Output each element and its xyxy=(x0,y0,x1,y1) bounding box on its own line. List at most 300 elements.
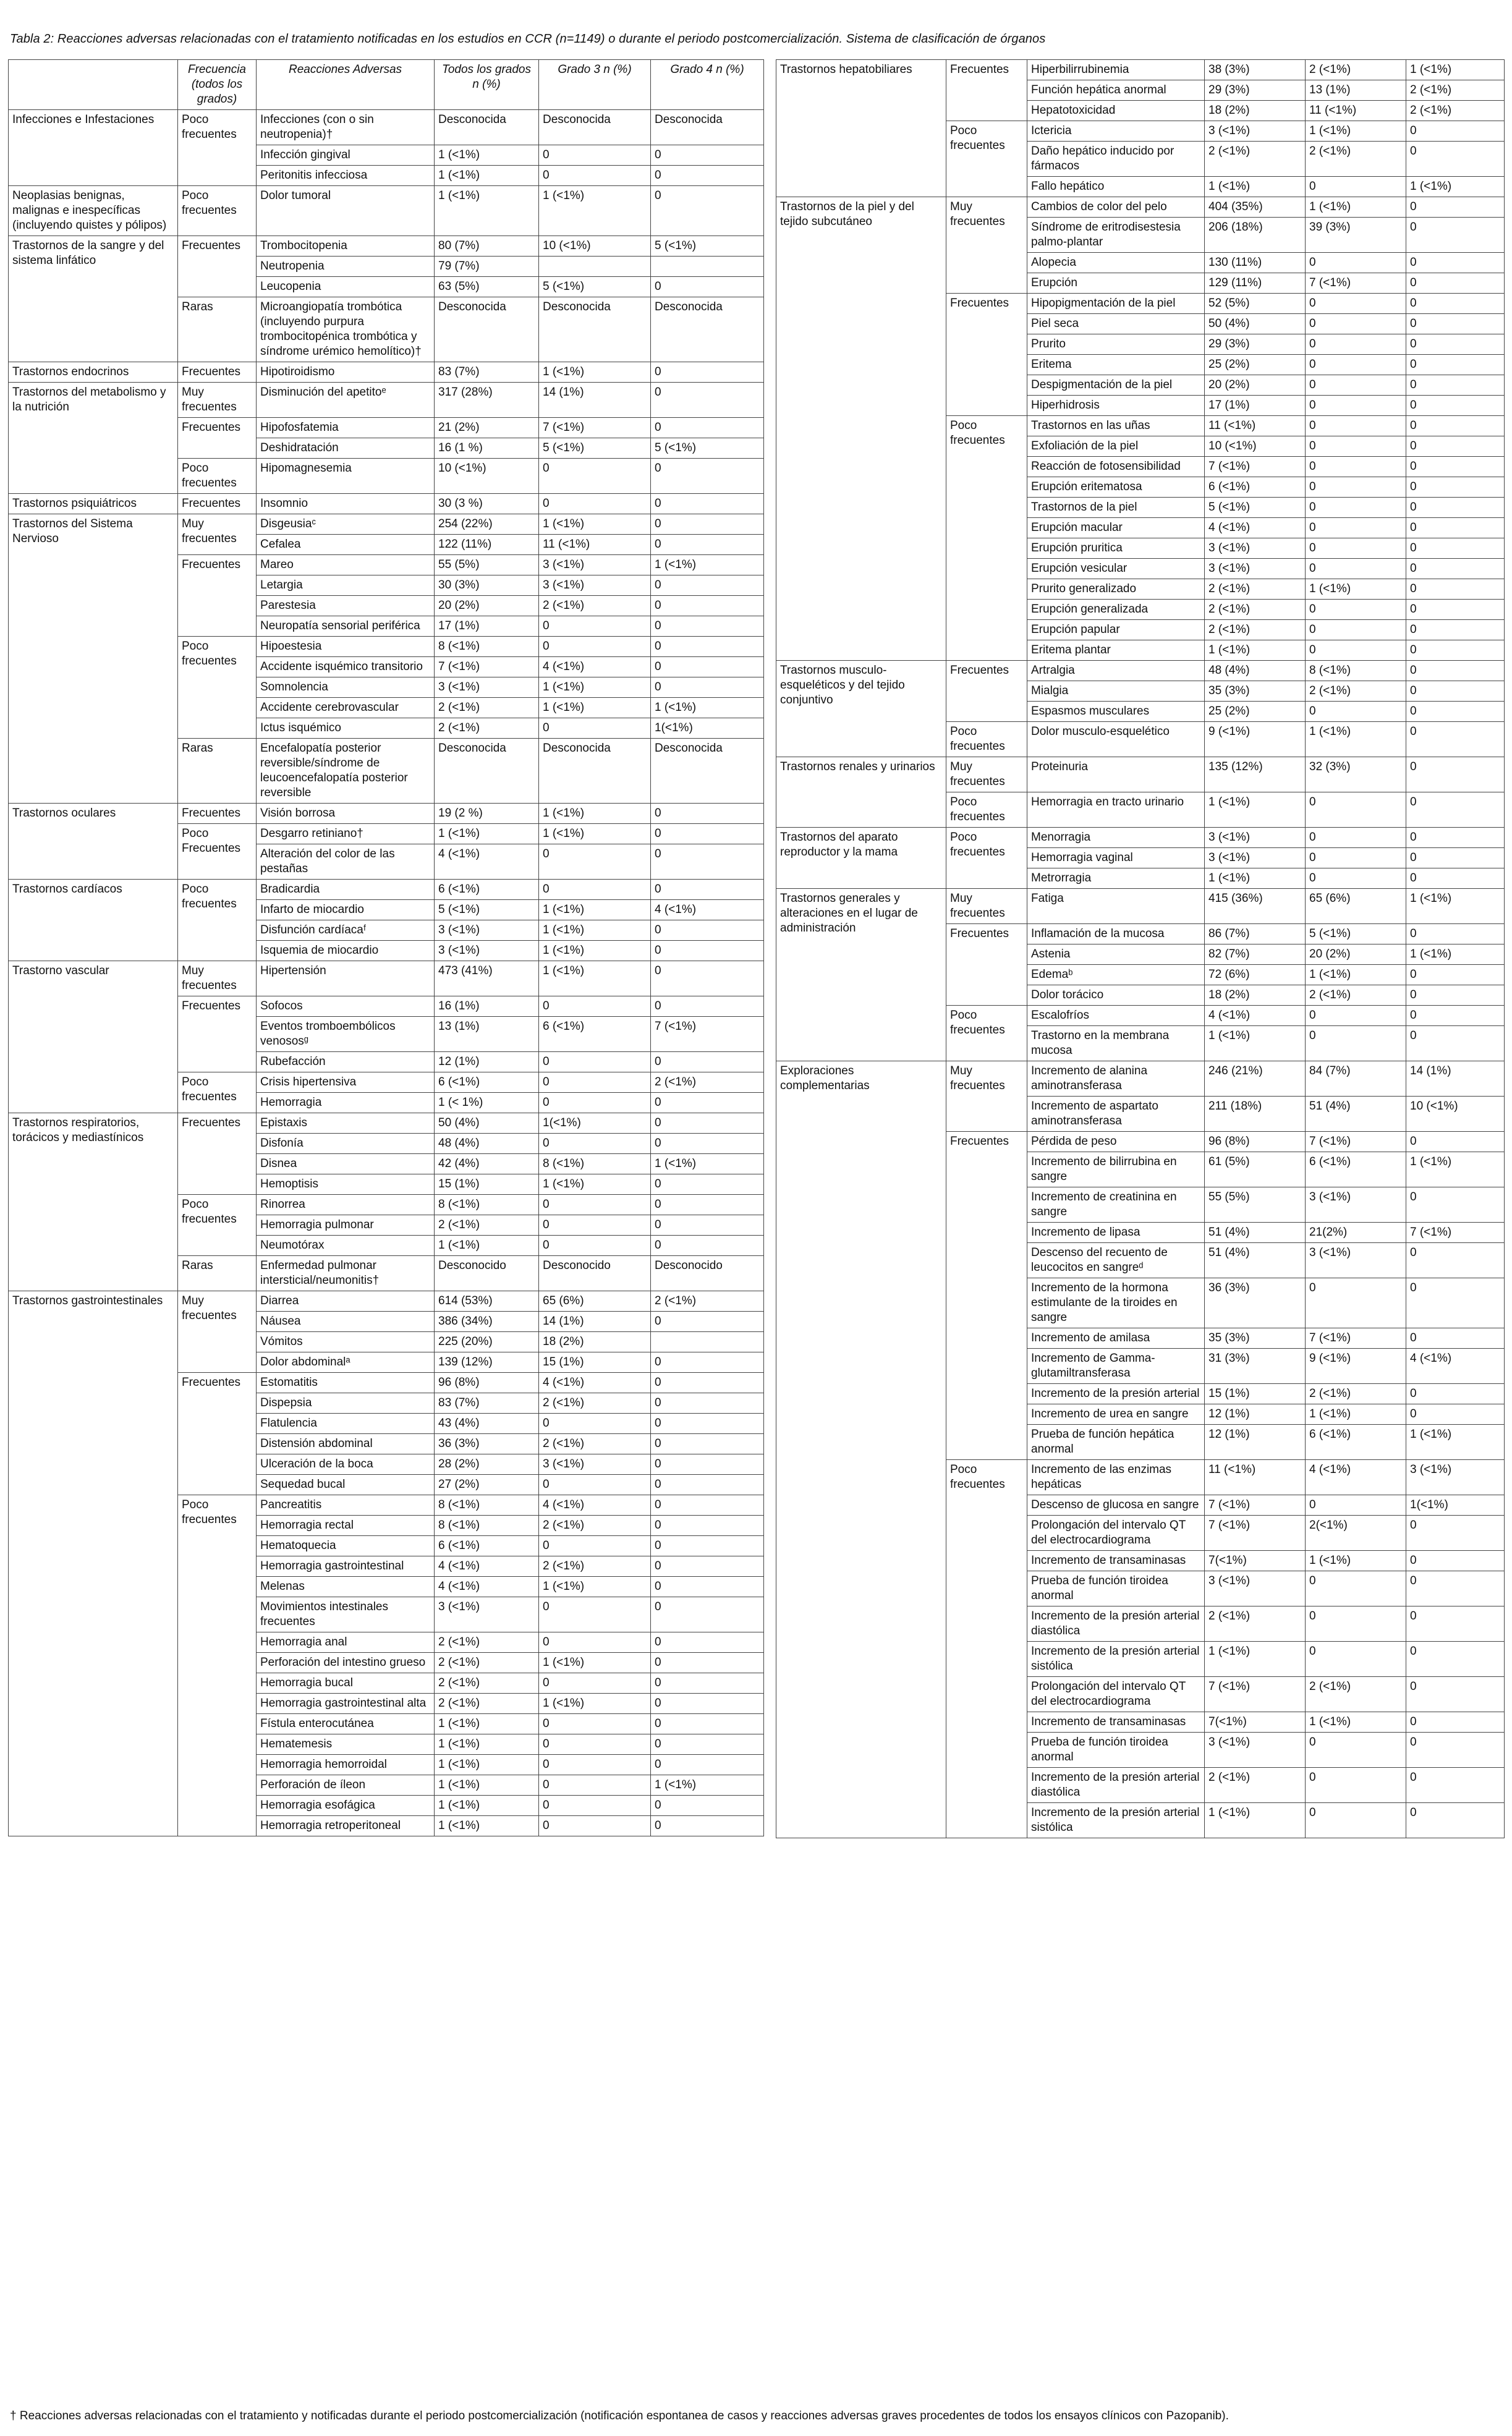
reaction-cell: Parestesia xyxy=(257,596,435,616)
header-grade-4: Grado 4 n (%) xyxy=(651,60,764,110)
all-grades-cell: 614 (53%) xyxy=(435,1291,539,1312)
grade-4-cell: 0 xyxy=(651,804,764,824)
table-row xyxy=(9,880,764,900)
grade-4-cell: 0 xyxy=(1406,294,1505,314)
grade-3-cell: 0 xyxy=(1306,253,1406,273)
table-row xyxy=(776,828,1505,848)
reaction-cell: Incremento de transaminasas xyxy=(1027,1712,1205,1733)
reaction-cell: Infecciones (con o sin neutropenia)† xyxy=(257,110,435,145)
grade-3-cell: Desconocida xyxy=(539,110,651,145)
grade-3-cell: 3 (<1%) xyxy=(539,555,651,575)
frequency-cell: Muy frecuentes xyxy=(946,889,1027,924)
grade-4-cell: 0 xyxy=(1406,518,1505,538)
reaction-cell: Prolongación del intervalo QT del electrocardiograma xyxy=(1027,1516,1205,1551)
reaction-cell: Hemorragia anal xyxy=(257,1632,435,1653)
grade-4-cell: 0 xyxy=(651,844,764,880)
reaction-cell: Hemorragia rectal xyxy=(257,1516,435,1536)
reaction-cell: Descenso de glucosa en sangre xyxy=(1027,1495,1205,1516)
grade-3-cell: 0 xyxy=(1306,294,1406,314)
grade-3-cell: 0 xyxy=(539,1536,651,1556)
table-row xyxy=(9,961,764,996)
grade-4-cell: 0 xyxy=(651,575,764,596)
grade-4-cell: 0 xyxy=(1406,457,1505,477)
reaction-cell: Proteinuria xyxy=(1027,757,1205,792)
grade-4-cell: 0 xyxy=(1406,314,1505,334)
reaction-cell: Neuropatía sensorial periférica xyxy=(257,616,435,637)
grade-3-cell: 6 (<1%) xyxy=(1306,1152,1406,1187)
table-row xyxy=(9,110,764,145)
grade-3-cell: 0 xyxy=(1306,314,1406,334)
reaction-cell: Erupción pruritica xyxy=(1027,538,1205,559)
reaction-cell: Neumotórax xyxy=(257,1236,435,1256)
all-grades-cell: 3 (<1%) xyxy=(435,920,539,941)
grade-4-cell: 0 xyxy=(651,1434,764,1454)
grade-3-cell: 7 (<1%) xyxy=(1306,273,1406,294)
grade-4-cell: 0 xyxy=(651,383,764,418)
reaction-cell: Inflamación de la mucosa xyxy=(1027,924,1205,944)
grade-4-cell xyxy=(651,257,764,277)
grade-4-cell: 0 xyxy=(651,535,764,555)
reaction-cell: Edemaᵇ xyxy=(1027,965,1205,985)
table-row xyxy=(9,383,764,418)
frequency-cell: Raras xyxy=(178,739,257,804)
reaction-cell: Incremento de Gamma-glutamiltransferasa xyxy=(1027,1349,1205,1384)
grade-3-cell: 6 (<1%) xyxy=(1306,1425,1406,1460)
grade-4-cell: 1 (<1%) xyxy=(1406,889,1505,924)
grade-3-cell: 8 (<1%) xyxy=(1306,661,1406,681)
grade-3-cell: 0 xyxy=(1306,355,1406,375)
grade-4-cell: 0 xyxy=(1406,757,1505,792)
all-grades-cell: 55 (5%) xyxy=(1205,1187,1306,1223)
grade-4-cell: 0 xyxy=(1406,1571,1505,1606)
grade-3-cell: 1 (<1%) xyxy=(539,920,651,941)
grade-4-cell: 5 (<1%) xyxy=(651,438,764,459)
grade-3-cell: 0 xyxy=(539,1052,651,1072)
all-grades-cell: 1 (<1%) xyxy=(1205,792,1306,828)
grade-3-cell: 2 (<1%) xyxy=(539,1393,651,1414)
reaction-cell: Hipopigmentación de la piel xyxy=(1027,294,1205,314)
all-grades-cell: 12 (1%) xyxy=(1205,1425,1306,1460)
grade-3-cell: 0 xyxy=(1306,1278,1406,1328)
frequency-cell: Frecuentes xyxy=(178,236,257,297)
grade-4-cell: 0 xyxy=(651,961,764,996)
all-grades-cell: 2 (<1%) xyxy=(435,698,539,718)
grade-4-cell: 0 xyxy=(1406,1026,1505,1061)
reaction-cell: Ulceración de la boca xyxy=(257,1454,435,1475)
grade-3-cell: 0 xyxy=(1306,1006,1406,1026)
all-grades-cell: 8 (<1%) xyxy=(435,637,539,657)
grade-4-cell: 0 xyxy=(651,677,764,698)
grade-3-cell: 4 (<1%) xyxy=(1306,1460,1406,1495)
grade-3-cell: 0 xyxy=(539,1816,651,1836)
grade-3-cell: 2 (<1%) xyxy=(539,596,651,616)
reaction-cell: Trastornos en las uñas xyxy=(1027,416,1205,436)
organ-class-cell: Trastornos respiratorios, torácicos y mediastínicos xyxy=(9,1113,178,1291)
table-caption: Tabla 2: Reacciones adversas relacionadas con el tratamiento notificadas en los estudios en CCR (n=1149) o durante el periodo postcomercialización. Sistema de clasificación de órganos xyxy=(10,32,1046,46)
grade-4-cell: 0 xyxy=(651,1195,764,1215)
all-grades-cell: 2 (<1%) xyxy=(435,1653,539,1673)
grade-4-cell: 2 (<1%) xyxy=(651,1291,764,1312)
reaction-cell: Hemorragia gastrointestinal xyxy=(257,1556,435,1577)
grade-4-cell: 0 xyxy=(651,1475,764,1495)
reaction-cell: Leucopenia xyxy=(257,277,435,297)
grade-4-cell: 0 xyxy=(1406,416,1505,436)
reaction-cell: Disfonía xyxy=(257,1134,435,1154)
grade-4-cell: 2 (<1%) xyxy=(1406,101,1505,121)
grade-3-cell: 0 xyxy=(1306,498,1406,518)
grade-4-cell: 2 (<1%) xyxy=(1406,80,1505,101)
grade-3-cell: 1(<1%) xyxy=(539,1113,651,1134)
grade-4-cell: 0 xyxy=(1406,848,1505,868)
reaction-cell: Cefalea xyxy=(257,535,435,555)
all-grades-cell: 96 (8%) xyxy=(435,1373,539,1393)
reaction-cell: Incremento de bilirrubina en sangre xyxy=(1027,1152,1205,1187)
table-row xyxy=(9,236,764,257)
all-grades-cell: 42 (4%) xyxy=(435,1154,539,1174)
grade-3-cell: 0 xyxy=(539,1632,651,1653)
frequency-cell: Poco frecuentes xyxy=(946,1006,1027,1061)
grade-4-cell: 14 (1%) xyxy=(1406,1061,1505,1097)
grade-3-cell: 0 xyxy=(1306,848,1406,868)
reaction-cell: Perforación de íleon xyxy=(257,1775,435,1796)
all-grades-cell: 206 (18%) xyxy=(1205,218,1306,253)
grade-4-cell: 0 xyxy=(1406,436,1505,457)
table-row xyxy=(9,1291,764,1312)
grade-3-cell: 0 xyxy=(539,1597,651,1632)
reaction-cell: Exfoliación de la piel xyxy=(1027,436,1205,457)
all-grades-cell: 16 (1 %) xyxy=(435,438,539,459)
grade-4-cell: 0 xyxy=(651,1113,764,1134)
grade-3-cell: 0 xyxy=(539,145,651,166)
grade-4-cell: Desconocida xyxy=(651,110,764,145)
reaction-cell: Prurito generalizado xyxy=(1027,579,1205,600)
reaction-cell: Perforación del intestino grueso xyxy=(257,1653,435,1673)
all-grades-cell: 51 (4%) xyxy=(1205,1243,1306,1278)
all-grades-cell: 225 (20%) xyxy=(435,1332,539,1352)
grade-3-cell: 0 xyxy=(539,1475,651,1495)
frequency-cell: Muy frecuentes xyxy=(178,1291,257,1373)
grade-3-cell: 0 xyxy=(539,1755,651,1775)
all-grades-cell: 61 (5%) xyxy=(1205,1152,1306,1187)
reaction-cell: Espasmos musculares xyxy=(1027,702,1205,722)
all-grades-cell: 36 (3%) xyxy=(1205,1278,1306,1328)
grade-3-cell: 2 (<1%) xyxy=(1306,681,1406,702)
grade-3-cell: 1 (<1%) xyxy=(539,1174,651,1195)
table-row xyxy=(9,514,764,535)
all-grades-cell: 27 (2%) xyxy=(435,1475,539,1495)
all-grades-cell: 7 (<1%) xyxy=(435,657,539,677)
reaction-cell: Somnolencia xyxy=(257,677,435,698)
all-grades-cell: 29 (3%) xyxy=(1205,80,1306,101)
all-grades-cell: 3 (<1%) xyxy=(1205,559,1306,579)
grade-3-cell: 0 xyxy=(539,1215,651,1236)
reaction-cell: Incremento de la presión arterial diastólica xyxy=(1027,1606,1205,1642)
frequency-cell: Muy frecuentes xyxy=(946,1061,1027,1132)
grade-3-cell: 4 (<1%) xyxy=(539,657,651,677)
grade-3-cell: 5 (<1%) xyxy=(539,277,651,297)
all-grades-cell: 51 (4%) xyxy=(1205,1223,1306,1243)
reaction-cell: Hiperhidrosis xyxy=(1027,396,1205,416)
grade-4-cell: 0 xyxy=(651,996,764,1017)
all-grades-cell: 25 (2%) xyxy=(1205,355,1306,375)
grade-4-cell: 7 (<1%) xyxy=(1406,1223,1505,1243)
reaction-cell: Accidente isquémico transitorio xyxy=(257,657,435,677)
reaction-cell: Sofocos xyxy=(257,996,435,1017)
all-grades-cell: 83 (7%) xyxy=(435,362,539,383)
reaction-cell: Hemorragia bucal xyxy=(257,1673,435,1694)
grade-3-cell: 0 xyxy=(1306,375,1406,396)
grade-4-cell: 0 xyxy=(1406,375,1505,396)
frequency-cell: Poco frecuentes xyxy=(178,880,257,961)
grade-4-cell: 0 xyxy=(1406,1803,1505,1838)
reaction-cell: Isquemia de miocardio xyxy=(257,941,435,961)
grade-4-cell: 5 (<1%) xyxy=(651,236,764,257)
all-grades-cell: 3 (<1%) xyxy=(435,941,539,961)
reaction-cell: Encefalopatía posterior reversible/síndrome de leucoencefalopatía posterior reversible xyxy=(257,739,435,804)
grade-3-cell: 2 (<1%) xyxy=(1306,142,1406,177)
reaction-cell: Escalofríos xyxy=(1027,1006,1205,1026)
organ-class-cell: Trastornos musculo-esqueléticos y del tejido conjuntivo xyxy=(776,661,946,757)
grade-3-cell: 65 (6%) xyxy=(539,1291,651,1312)
reaction-cell: Prueba de función hepática anormal xyxy=(1027,1425,1205,1460)
grade-3-cell: 1 (<1%) xyxy=(539,961,651,996)
reaction-cell: Pérdida de peso xyxy=(1027,1132,1205,1152)
reaction-cell: Incremento de transaminasas xyxy=(1027,1551,1205,1571)
grade-3-cell: 1 (<1%) xyxy=(1306,1712,1406,1733)
grade-3-cell: 1 (<1%) xyxy=(539,900,651,920)
grade-4-cell: 1 (<1%) xyxy=(651,555,764,575)
table-row xyxy=(776,757,1505,792)
grade-4-cell: 1(<1%) xyxy=(651,718,764,739)
grade-3-cell: 0 xyxy=(539,880,651,900)
grade-3-cell: 0 xyxy=(1306,792,1406,828)
grade-4-cell: 0 xyxy=(651,1352,764,1373)
grade-3-cell: 11 (<1%) xyxy=(1306,101,1406,121)
frequency-cell: Poco frecuentes xyxy=(178,1195,257,1256)
reaction-cell: Incremento de creatinina en sangre xyxy=(1027,1187,1205,1223)
all-grades-cell: 1 (<1%) xyxy=(435,1734,539,1755)
grade-4-cell: 0 xyxy=(1406,253,1505,273)
grade-4-cell: 0 xyxy=(651,1796,764,1816)
grade-4-cell: 0 xyxy=(651,1215,764,1236)
all-grades-cell: 4 (<1%) xyxy=(435,844,539,880)
reaction-cell: Hemorragia hemorroidal xyxy=(257,1755,435,1775)
all-grades-cell: 48 (4%) xyxy=(1205,661,1306,681)
reaction-cell: Insomnio xyxy=(257,494,435,514)
grade-4-cell: 0 xyxy=(1406,1642,1505,1677)
frequency-cell: Poco frecuentes xyxy=(946,722,1027,757)
all-grades-cell: 11 (<1%) xyxy=(1205,416,1306,436)
reaction-cell: Hemorragia vaginal xyxy=(1027,848,1205,868)
reaction-cell: Dispepsia xyxy=(257,1393,435,1414)
footnote: † Reacciones adversas relacionadas con el tratamiento y notificadas durante el periodo postcomercialización (notificación espontanea de casos y reacciones adversas graves procedentes de todos los ensayos clínicos con Pazopanib). xyxy=(10,2409,1229,2422)
grade-4-cell: 0 xyxy=(1406,498,1505,518)
all-grades-cell: 1 (<1%) xyxy=(435,1816,539,1836)
reaction-cell: Hemorragia en tracto urinario xyxy=(1027,792,1205,828)
grade-4-cell: 0 xyxy=(1406,1328,1505,1349)
reaction-cell: Ictericia xyxy=(1027,121,1205,142)
reaction-cell: Alopecia xyxy=(1027,253,1205,273)
reaction-cell: Erupción vesicular xyxy=(1027,559,1205,579)
grade-4-cell: 0 xyxy=(651,880,764,900)
reaction-cell: Despigmentación de la piel xyxy=(1027,375,1205,396)
grade-4-cell: 0 xyxy=(651,1093,764,1113)
grade-3-cell: 15 (1%) xyxy=(539,1352,651,1373)
grade-4-cell: 1 (<1%) xyxy=(1406,60,1505,80)
reaction-cell: Hemoptisis xyxy=(257,1174,435,1195)
all-grades-cell: 1 (<1%) xyxy=(435,824,539,844)
grade-3-cell: 0 xyxy=(1306,477,1406,498)
reaction-cell: Incremento de la presión arterial sistólica xyxy=(1027,1642,1205,1677)
all-grades-cell: 2 (<1%) xyxy=(435,1215,539,1236)
reaction-cell: Letargia xyxy=(257,575,435,596)
grade-4-cell: 0 xyxy=(1406,1677,1505,1712)
all-grades-cell: 1 (<1%) xyxy=(1205,1642,1306,1677)
header-organ xyxy=(9,60,178,110)
all-grades-cell: 122 (11%) xyxy=(435,535,539,555)
reaction-cell: Hemorragia retroperitoneal xyxy=(257,1816,435,1836)
reaction-cell: Vómitos xyxy=(257,1332,435,1352)
reaction-cell: Incremento de amilasa xyxy=(1027,1328,1205,1349)
frequency-cell: Muy frecuentes xyxy=(946,197,1027,294)
grade-4-cell: 0 xyxy=(651,1236,764,1256)
all-grades-cell: 1 (<1%) xyxy=(435,166,539,186)
all-grades-cell: Desconocido xyxy=(435,1256,539,1291)
grade-3-cell: 1 (<1%) xyxy=(539,514,651,535)
reaction-cell: Erupción macular xyxy=(1027,518,1205,538)
all-grades-cell: 18 (2%) xyxy=(1205,101,1306,121)
grade-4-cell: 0 xyxy=(1406,1404,1505,1425)
grade-3-cell: 21(2%) xyxy=(1306,1223,1406,1243)
reaction-cell: Dolor abdominalᵃ xyxy=(257,1352,435,1373)
frequency-cell: Poco frecuentes xyxy=(178,1072,257,1113)
grade-3-cell: 2 (<1%) xyxy=(1306,1677,1406,1712)
frequency-cell: Frecuentes xyxy=(178,418,257,459)
reaction-cell: Fatiga xyxy=(1027,889,1205,924)
grade-4-cell: 0 xyxy=(1406,640,1505,661)
reaction-cell: Mareo xyxy=(257,555,435,575)
reaction-cell: Fallo hepático xyxy=(1027,177,1205,197)
reaction-cell: Metrorragia xyxy=(1027,868,1205,889)
reaction-cell: Menorragia xyxy=(1027,828,1205,848)
all-grades-cell: 38 (3%) xyxy=(1205,60,1306,80)
reaction-cell: Hipoestesia xyxy=(257,637,435,657)
all-grades-cell: 5 (<1%) xyxy=(1205,498,1306,518)
all-grades-cell: 7(<1%) xyxy=(1205,1551,1306,1571)
grade-4-cell: 0 xyxy=(1406,334,1505,355)
all-grades-cell: 3 (<1%) xyxy=(1205,538,1306,559)
frequency-cell: Frecuentes xyxy=(946,1132,1027,1460)
all-grades-cell: 30 (3 %) xyxy=(435,494,539,514)
table-header-row xyxy=(9,60,764,110)
organ-class-cell: Trastornos renales y urinarios xyxy=(776,757,946,828)
all-grades-cell: 12 (1%) xyxy=(1205,1404,1306,1425)
grade-4-cell: 0 xyxy=(651,596,764,616)
grade-4-cell: 0 xyxy=(1406,1243,1505,1278)
frequency-cell: Poco frecuentes xyxy=(178,110,257,186)
grade-3-cell: 4 (<1%) xyxy=(539,1373,651,1393)
grade-3-cell: 1 (<1%) xyxy=(539,824,651,844)
all-grades-cell: 86 (7%) xyxy=(1205,924,1306,944)
grade-3-cell: 0 xyxy=(1306,416,1406,436)
reaction-cell: Función hepática anormal xyxy=(1027,80,1205,101)
grade-4-cell: 0 xyxy=(651,1734,764,1755)
all-grades-cell: 3 (<1%) xyxy=(1205,1733,1306,1768)
all-grades-cell: 7 (<1%) xyxy=(1205,1677,1306,1712)
grade-4-cell: 0 xyxy=(651,637,764,657)
grade-4-cell: 1 (<1%) xyxy=(1406,944,1505,965)
grade-3-cell: 1 (<1%) xyxy=(1306,965,1406,985)
all-grades-cell: 29 (3%) xyxy=(1205,334,1306,355)
reaction-cell: Hemorragia xyxy=(257,1093,435,1113)
grade-3-cell: 0 xyxy=(1306,334,1406,355)
grade-4-cell: 0 xyxy=(651,277,764,297)
grade-4-cell: 0 xyxy=(651,1577,764,1597)
grade-4-cell: 0 xyxy=(651,1454,764,1475)
all-grades-cell: 52 (5%) xyxy=(1205,294,1306,314)
all-grades-cell: 7 (<1%) xyxy=(1205,1495,1306,1516)
reaction-cell: Hipotiroidismo xyxy=(257,362,435,383)
frequency-cell: Frecuentes xyxy=(178,555,257,637)
reaction-cell: Alteración del color de las pestañas xyxy=(257,844,435,880)
all-grades-cell: 473 (41%) xyxy=(435,961,539,996)
frequency-cell: Raras xyxy=(178,1256,257,1291)
grade-3-cell: 84 (7%) xyxy=(1306,1061,1406,1097)
all-grades-cell: 2 (<1%) xyxy=(435,718,539,739)
reaction-cell: Erupción generalizada xyxy=(1027,600,1205,620)
reaction-cell: Dolor tumoral xyxy=(257,186,435,236)
organ-class-cell: Trastornos hepatobiliares xyxy=(776,60,946,197)
grade-4-cell: 1 (<1%) xyxy=(651,1775,764,1796)
reaction-cell: Trombocitopenia xyxy=(257,236,435,257)
all-grades-cell: 4 (<1%) xyxy=(1205,518,1306,538)
grade-4-cell: 0 xyxy=(1406,620,1505,640)
grade-3-cell: 0 xyxy=(539,616,651,637)
grade-4-cell: 0 xyxy=(1406,197,1505,218)
grade-4-cell: 0 xyxy=(1406,1551,1505,1571)
all-grades-cell: 1 (<1%) xyxy=(435,186,539,236)
reaction-cell: Pancreatitis xyxy=(257,1495,435,1516)
frequency-cell: Frecuentes xyxy=(946,924,1027,1006)
grade-4-cell: 0 xyxy=(1406,1712,1505,1733)
grade-4-cell: 0 xyxy=(1406,1006,1505,1026)
frequency-cell: Poco frecuentes xyxy=(946,416,1027,661)
grade-3-cell: 0 xyxy=(1306,1026,1406,1061)
grade-4-cell: 0 xyxy=(1406,985,1505,1006)
grade-4-cell: 0 xyxy=(651,920,764,941)
grade-3-cell: 7 (<1%) xyxy=(1306,1328,1406,1349)
all-grades-cell: 7 (<1%) xyxy=(1205,457,1306,477)
all-grades-cell: Desconocida xyxy=(435,739,539,804)
all-grades-cell: 30 (3%) xyxy=(435,575,539,596)
all-grades-cell: 1 (<1%) xyxy=(1205,640,1306,661)
grade-3-cell: 1 (<1%) xyxy=(539,1694,651,1714)
grade-3-cell: 0 xyxy=(1306,1495,1406,1516)
all-grades-cell: 50 (4%) xyxy=(435,1113,539,1134)
reaction-cell: Erupción papular xyxy=(1027,620,1205,640)
grade-3-cell: 1 (<1%) xyxy=(1306,722,1406,757)
grade-3-cell: 0 xyxy=(539,1072,651,1093)
grade-4-cell: 0 xyxy=(651,1632,764,1653)
grade-4-cell: 0 xyxy=(1406,218,1505,253)
reaction-cell: Infección gingival xyxy=(257,145,435,166)
grade-4-cell: 1 (<1%) xyxy=(1406,177,1505,197)
table-body-right xyxy=(776,60,1505,1838)
grade-3-cell: 5 (<1%) xyxy=(539,438,651,459)
reaction-cell: Incremento de aspartato aminotransferasa xyxy=(1027,1097,1205,1132)
reaction-cell: Diarrea xyxy=(257,1291,435,1312)
reaction-cell: Incremento de urea en sangre xyxy=(1027,1404,1205,1425)
